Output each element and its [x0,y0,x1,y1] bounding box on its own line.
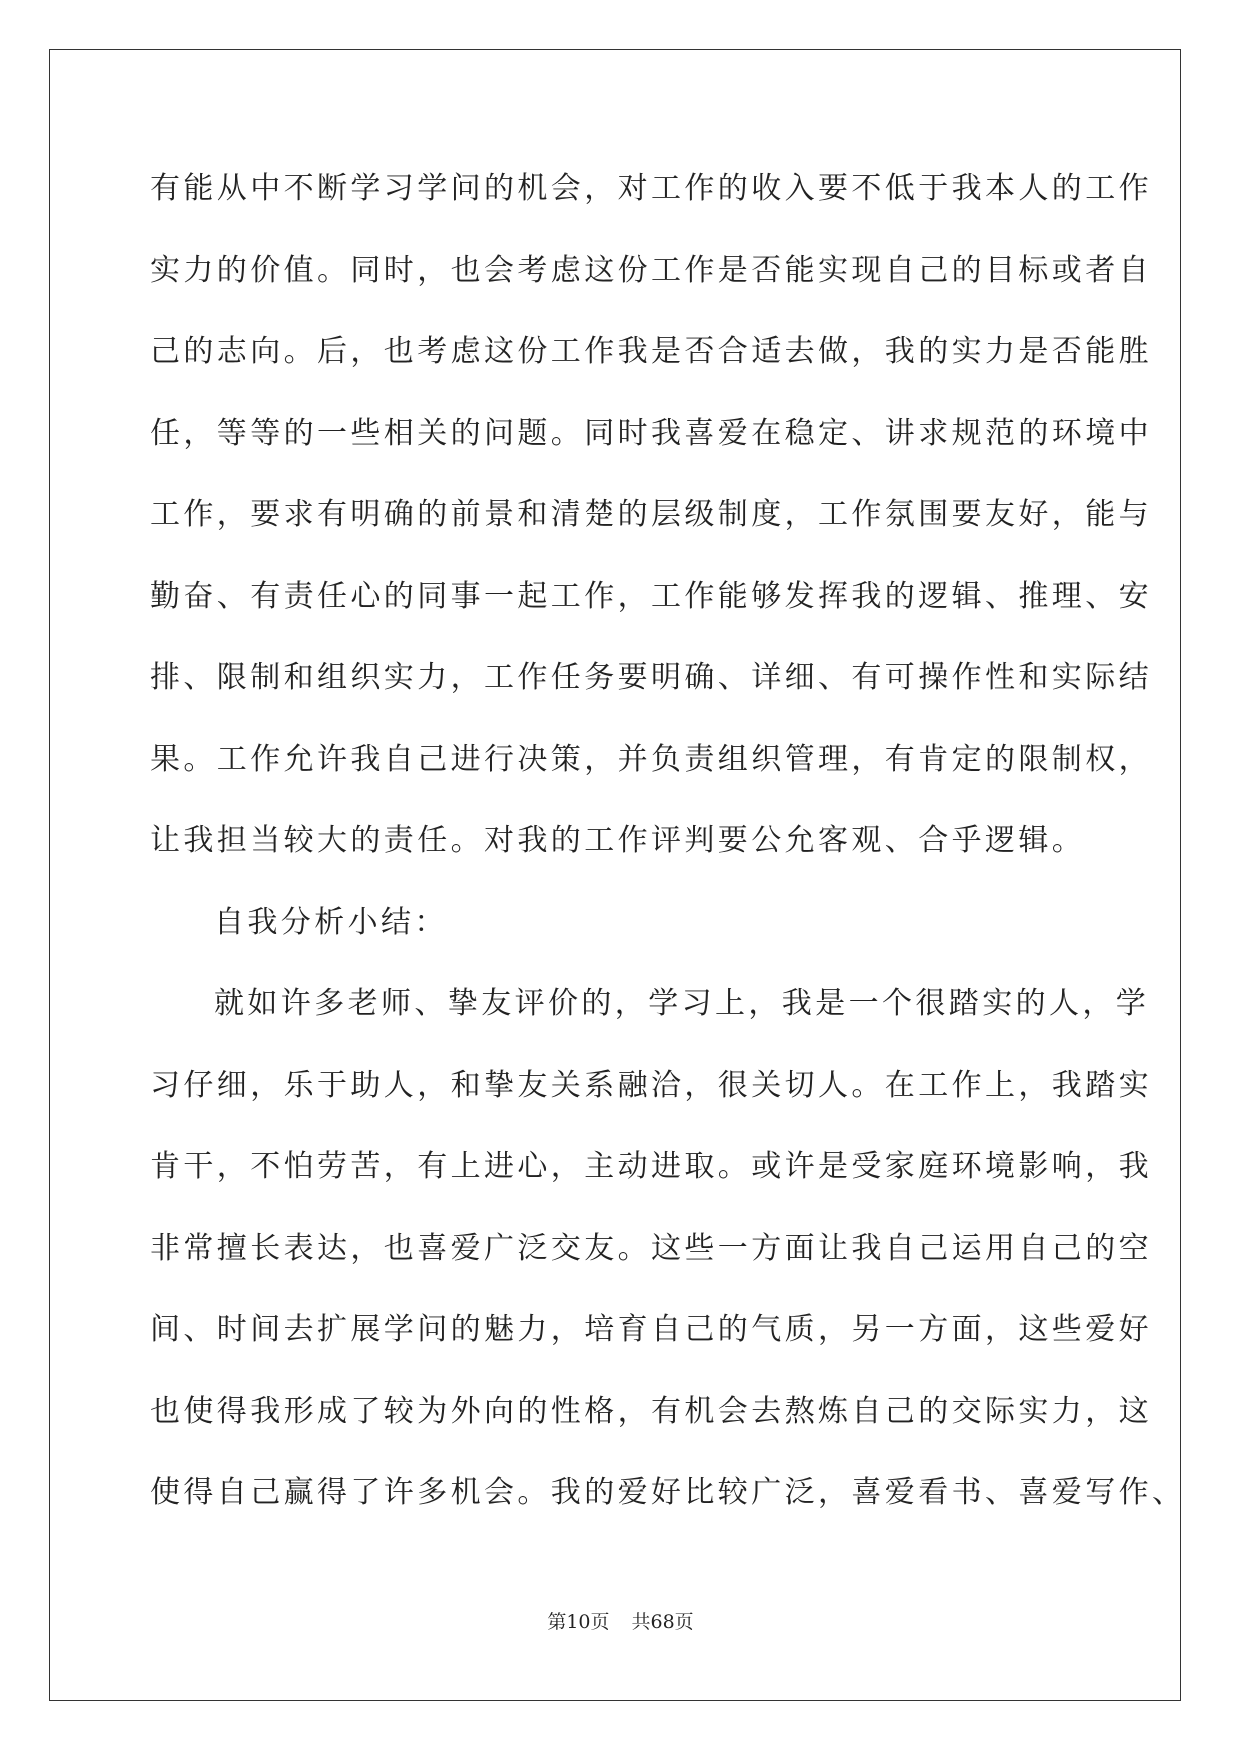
text-line: 肯干，不怕劳苦，有上进心，主动进取。或许是受家庭环境影响，我 [150,1149,1152,1184]
text-line: 间、时间去扩展学问的魅力，培育自己的气质，另一方面，这些爱好 [150,1312,1152,1347]
text-line: 排、限制和组织实力，工作任务要明确、详细、有可操作性和实际结 [150,660,1152,695]
text-line: 任，等等的一些相关的问题。同时我喜爱在稳定、讲求规范的环境中 [150,415,1152,451]
text-line: 也使得我形成了较为外向的性格，有机会去熬炼自己的交际实力，这 [150,1393,1152,1429]
page-footer [0,1607,1241,1634]
text-line: 己的志向。后，也考虑这份工作我是否合适去做，我的实力是否能胜 [150,334,1152,369]
text-line: 使得自己赢得了许多机会。我的爱好比较广泛，喜爱看书、喜爱写作、 [150,1475,1186,1510]
document-body [150,162,1186,1548]
text-line: 非常擅长表达，也喜爱广泛交友。这些一方面让我自己运用自己的空 [150,1230,1152,1266]
text-line: 让我担当较大的责任。对我的工作评判要公允客观、合乎逻辑。 [150,823,1086,858]
text-line: 工作，要求有明确的前景和清楚的层级制度，工作氛围要友好，能与 [150,497,1152,532]
paragraph-first-line: 就如许多老师、挚友评价的，学习上，我是一个很踏实的人，学 [214,986,1150,1021]
page-number: 第10页 [547,1611,610,1633]
page-total: 共68页 [631,1611,694,1633]
text-line: 勤奋、有责任心的同事一起工作，工作能够发挥我的逻辑、推理、安 [150,578,1152,614]
text-line: 果。工作允许我自己进行决策，并负责组织管理，有肯定的限制权， [150,741,1152,777]
text-line: 有能从中不断学习学问的机会，对工作的收入要不低于我本人的工作 [150,171,1152,206]
section-heading: 自我分析小结： [214,904,448,940]
text-line: 实力的价值。同时，也会考虑这份工作是否能实现自己的目标或者自 [150,252,1152,288]
text-line: 习仔细，乐于助人，和挚友关系融洽，很关切人。在工作上，我踏实 [150,1067,1152,1103]
